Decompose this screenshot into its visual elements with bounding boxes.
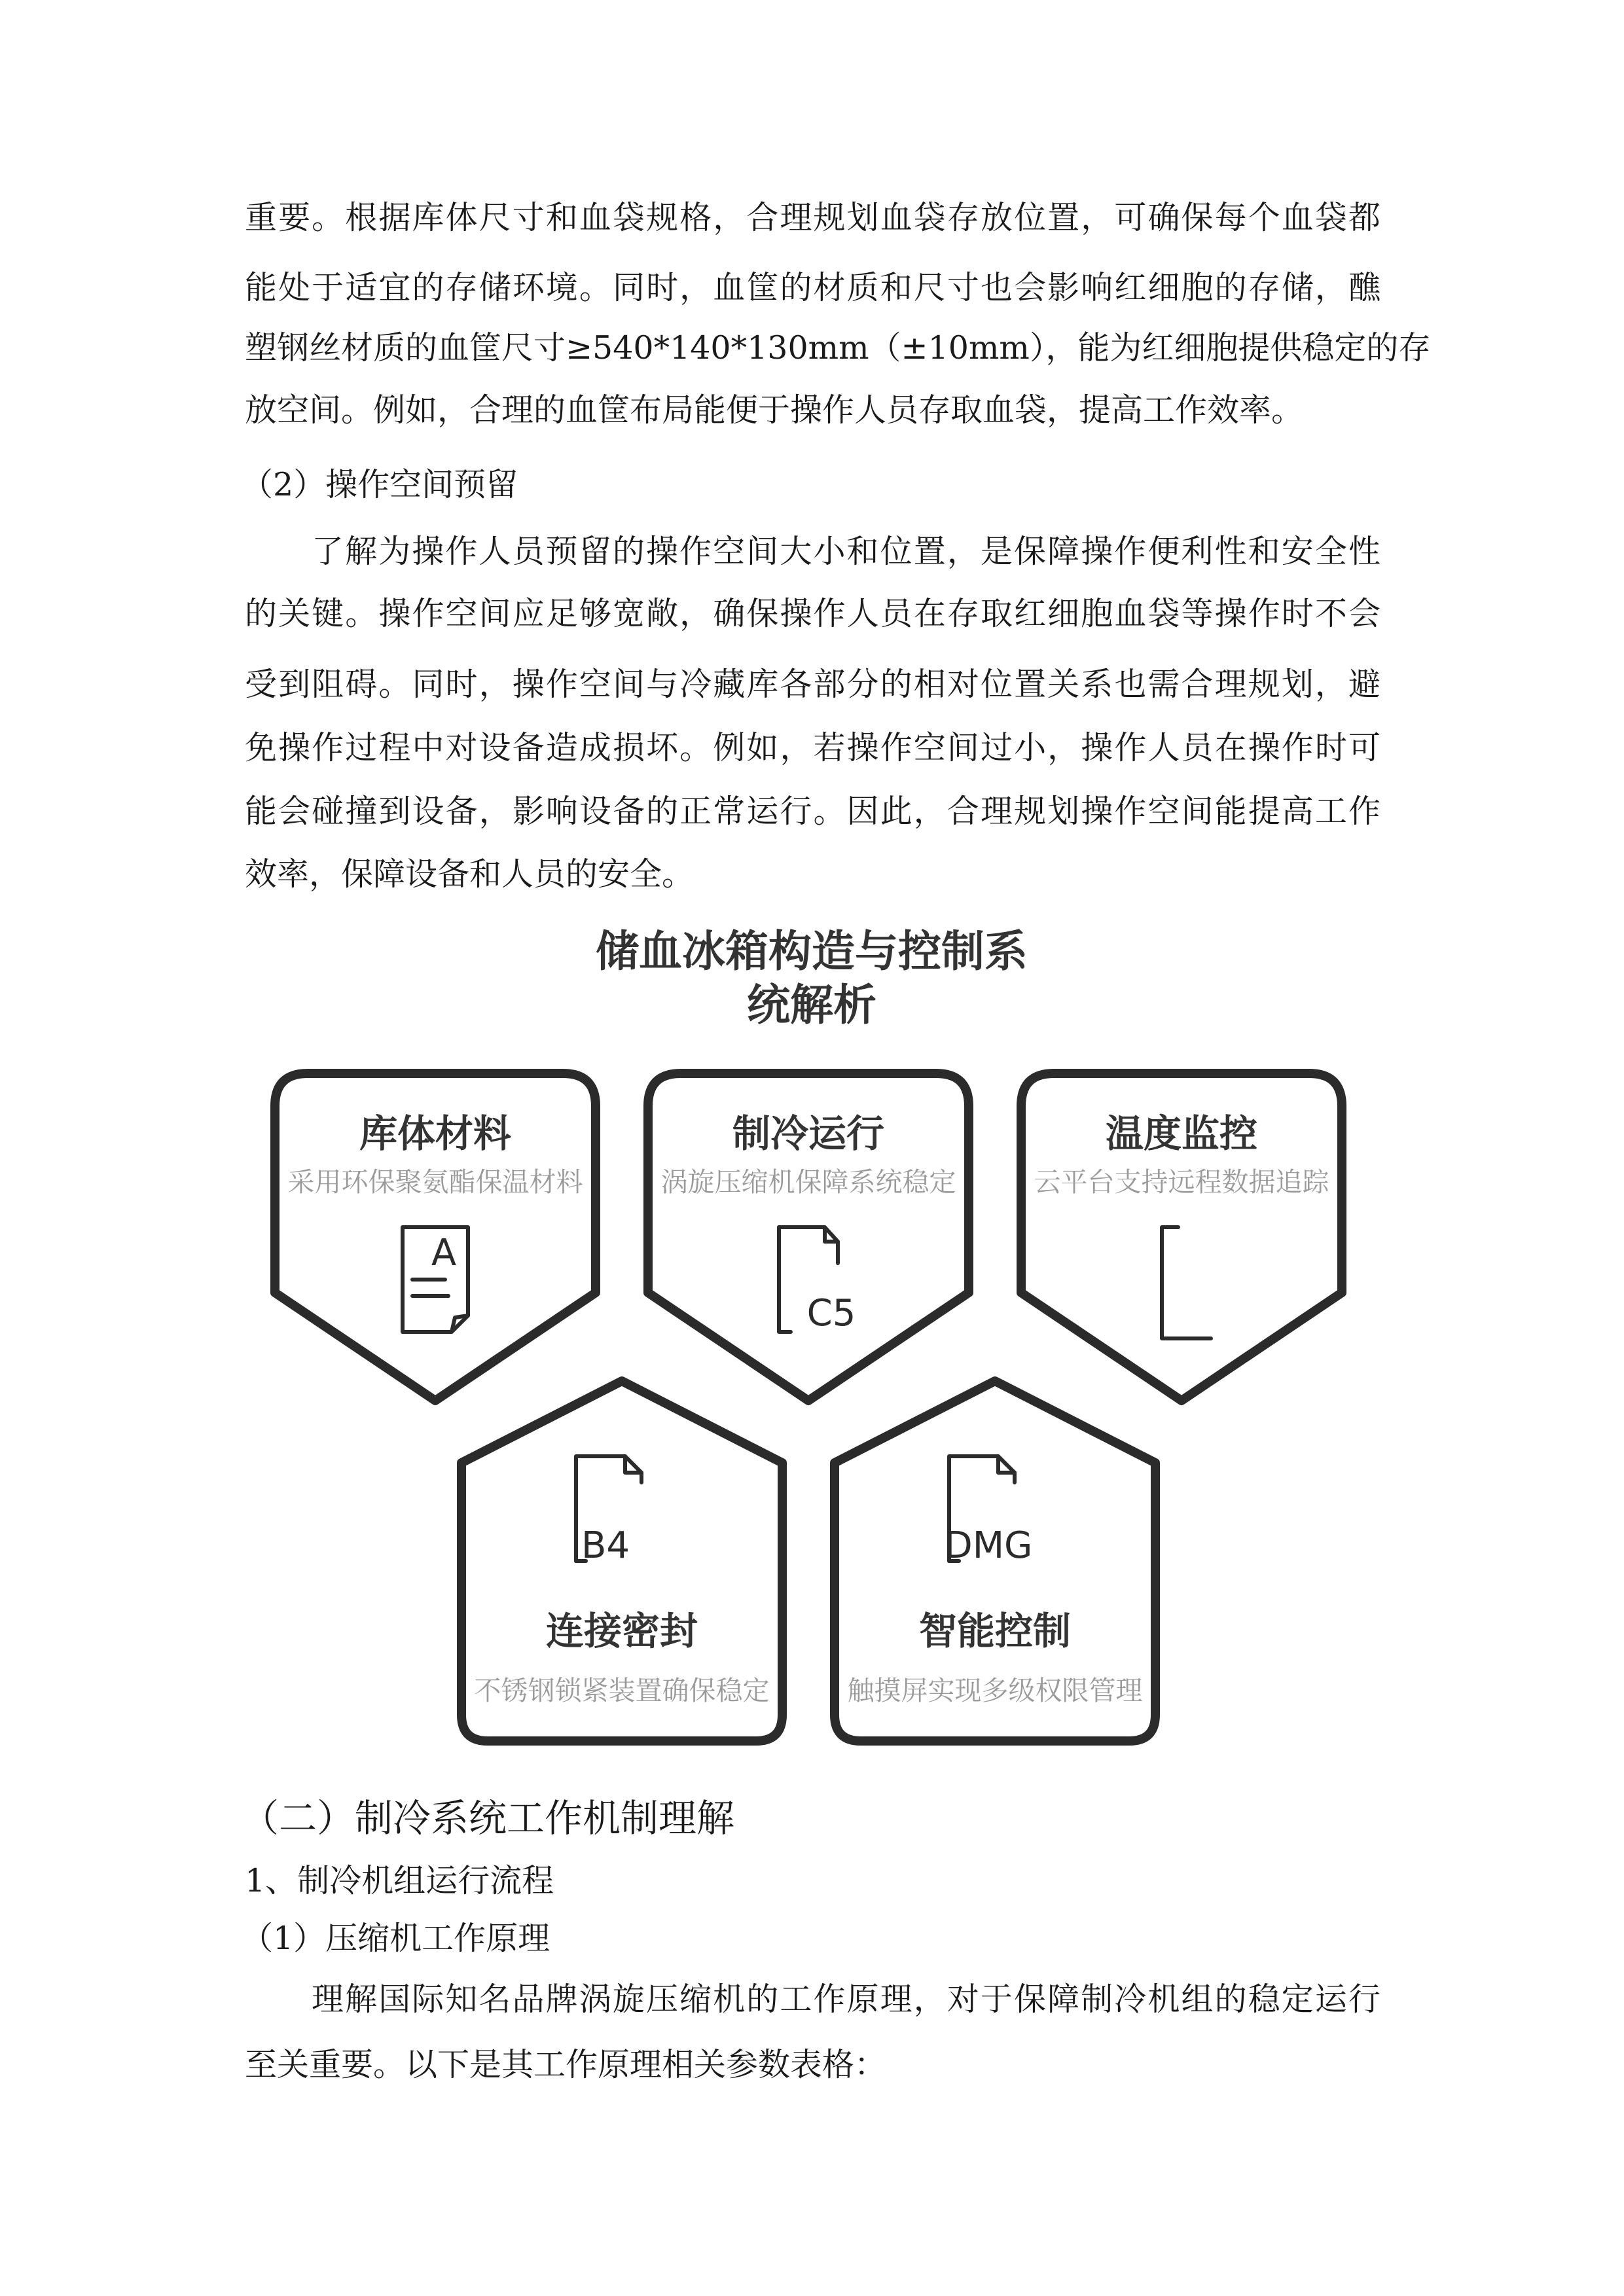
- body-text-line: 理解国际知名品牌涡旋压缩机的工作原理，对于保障制冷机组的稳定运行: [312, 1981, 1380, 2018]
- card-description: 云平台支持远程数据追踪: [1034, 1166, 1329, 1198]
- card-description: 采用环保聚氨酯保温材料: [287, 1166, 583, 1198]
- card-title: 制冷运行: [732, 1111, 884, 1156]
- section-heading: （二）制冷系统工作机制理解: [241, 1796, 735, 1840]
- card-description: 触摸屏实现多级权限管理: [847, 1675, 1143, 1706]
- subsection-heading: 1、制冷机组运行流程: [245, 1862, 554, 1899]
- body-text-line: 放空间。例如，合理的血筐布局能便于操作人员存取血袋，提高工作效率。: [245, 391, 1304, 429]
- body-text-line: 重要。根据库体尺寸和血袋规格，合理规划血袋存放位置，可确保每个血袋都: [245, 199, 1380, 236]
- body-text-line: 受到阻碍。同时，操作空间与冷藏库各部分的相对位置关系也需合理规划，避: [245, 666, 1380, 703]
- card-title: 温度监控: [1105, 1111, 1257, 1156]
- body-text-line: 免操作过程中对设备造成损坏。例如，若操作空间过小，操作人员在操作时可: [245, 729, 1380, 766]
- diagram-shapes: [262, 906, 1362, 1748]
- body-text-line: 效率，保障设备和人员的安全。: [245, 855, 695, 893]
- diagram-title-line1: 储血冰箱构造与控制系: [596, 926, 1028, 977]
- icon-label-dmg: DMG: [944, 1524, 1033, 1567]
- icon-label-b4: B4: [581, 1524, 630, 1567]
- body-text-line: 至关重要。以下是其工作原理相关参数表格：: [245, 2046, 887, 2083]
- card-title: 智能控制: [918, 1609, 1071, 1653]
- letter-e-icon: [1162, 1227, 1211, 1338]
- card-description: 涡旋压缩机保障系统稳定: [660, 1166, 956, 1198]
- card-title: 库体材料: [359, 1111, 511, 1156]
- structure-diagram: [262, 906, 1362, 1748]
- icon-label-c5: C5: [806, 1292, 856, 1335]
- body-text-line: 的关键。操作空间应足够宽敞，确保操作人员在存取红细胞血袋等操作时不会: [245, 595, 1380, 632]
- diagram-title-line2: 统解析: [747, 980, 876, 1030]
- body-text-line: 塑钢丝材质的血筐尺寸≥540*140*130mm（±10mm），能为红细胞提供稳定的存: [245, 329, 1431, 367]
- card-title: 连接密封: [545, 1609, 698, 1653]
- subsection-heading: （2）操作空间预留: [241, 466, 518, 503]
- subsection-heading: （1）压缩机工作原理: [241, 1920, 550, 1957]
- card-description: 不锈钢锁紧装置确保稳定: [474, 1675, 770, 1706]
- body-text-line: 了解为操作人员预留的操作空间大小和位置，是保障操作便利性和安全性: [312, 533, 1380, 570]
- body-text-line: 能处于适宜的存储环境。同时，血筐的材质和尺寸也会影响红细胞的存储，醮: [245, 269, 1380, 306]
- icon-label-a: A: [431, 1232, 457, 1274]
- body-text-line: 能会碰撞到设备，影响设备的正常运行。因此，合理规划操作空间能提高工作: [245, 793, 1380, 830]
